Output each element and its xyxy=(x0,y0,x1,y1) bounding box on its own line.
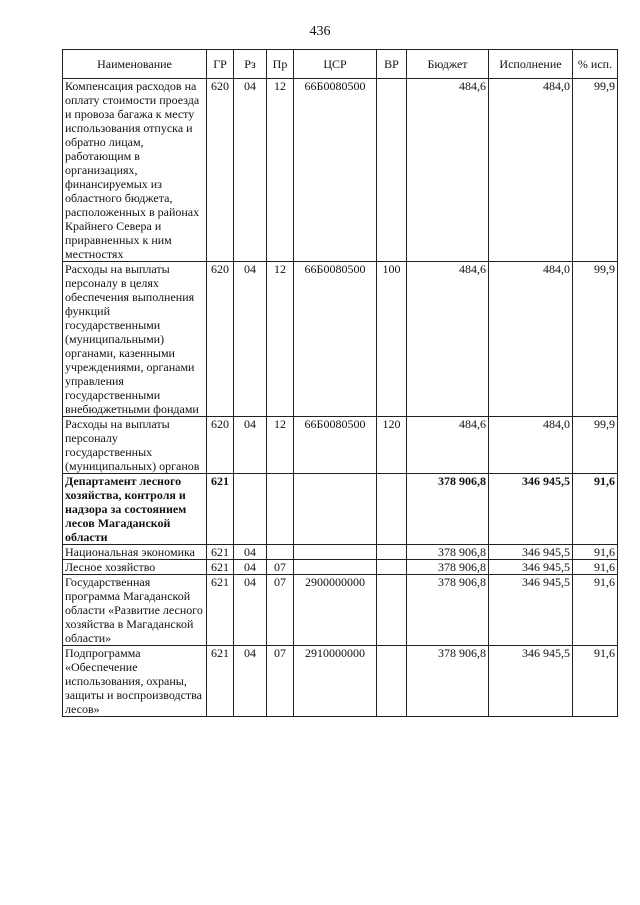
cell-csr: 2910000000 xyxy=(294,646,377,717)
header-vr: ВР xyxy=(377,50,407,79)
cell-csr: 2900000000 xyxy=(294,575,377,646)
header-pr: Пр xyxy=(267,50,294,79)
table-row xyxy=(63,79,618,262)
header-pct: % исп. xyxy=(573,50,618,79)
table-row xyxy=(63,474,618,545)
cell-budget: 484,6 xyxy=(407,262,489,417)
cell-pr: 07 xyxy=(267,646,294,717)
cell-rz xyxy=(234,474,267,545)
cell-vr: 100 xyxy=(377,262,407,417)
cell-pct: 91,6 xyxy=(573,646,618,717)
cell-pr: 12 xyxy=(267,417,294,474)
header-execution: Исполнение xyxy=(489,50,573,79)
cell-pct: 91,6 xyxy=(573,560,618,575)
cell-csr: 66Б0080500 xyxy=(294,417,377,474)
cell-execution: 346 945,5 xyxy=(489,474,573,545)
table-row xyxy=(63,545,618,560)
cell-rz: 04 xyxy=(234,575,267,646)
cell-vr xyxy=(377,575,407,646)
cell-vr xyxy=(377,79,407,262)
cell-pr: 12 xyxy=(267,262,294,417)
cell-rz: 04 xyxy=(234,417,267,474)
cell-rz: 04 xyxy=(234,545,267,560)
cell-budget: 378 906,8 xyxy=(407,545,489,560)
cell-pct: 99,9 xyxy=(573,417,618,474)
page-number: 436 xyxy=(309,24,331,39)
cell-gr: 621 xyxy=(207,575,234,646)
cell-pr: 07 xyxy=(267,575,294,646)
cell-gr: 621 xyxy=(207,474,234,545)
cell-csr xyxy=(294,474,377,545)
cell-budget: 484,6 xyxy=(407,417,489,474)
cell-rz: 04 xyxy=(234,262,267,417)
header-budget: Бюджет xyxy=(407,50,489,79)
cell-execution: 346 945,5 xyxy=(489,560,573,575)
cell-gr: 620 xyxy=(207,262,234,417)
cell-gr: 621 xyxy=(207,646,234,717)
header-gr: ГР xyxy=(207,50,234,79)
cell-rz: 04 xyxy=(234,560,267,575)
cell-vr xyxy=(377,560,407,575)
budget-table xyxy=(62,49,618,717)
cell-vr xyxy=(377,474,407,545)
cell-execution: 484,0 xyxy=(489,417,573,474)
table-row xyxy=(63,560,618,575)
cell-name: Компенсация расходов на оплату стоимости проезда и провоза багажа к месту использования отпуска и обратно лицам, работающим в организациях, финансируемых из областного бюджета, расположенных в районах Крайнего Севера и приравненных к ним местностях xyxy=(63,79,207,262)
table-row xyxy=(63,575,618,646)
table-header-row xyxy=(63,50,618,79)
cell-rz: 04 xyxy=(234,79,267,262)
cell-gr: 620 xyxy=(207,79,234,262)
table-body xyxy=(63,79,618,717)
header-rz: Рз xyxy=(234,50,267,79)
cell-csr: 66Б0080500 xyxy=(294,262,377,417)
cell-vr xyxy=(377,545,407,560)
cell-gr: 621 xyxy=(207,545,234,560)
cell-pct: 91,6 xyxy=(573,575,618,646)
cell-name: Государственная программа Магаданской области «Развитие лесного хозяйства в Магаданской области» xyxy=(63,575,207,646)
cell-budget: 378 906,8 xyxy=(407,474,489,545)
header-csr: ЦСР xyxy=(294,50,377,79)
cell-vr: 120 xyxy=(377,417,407,474)
cell-name: Департамент лесного хозяйства, контроля и надзора за состоянием лесов Магаданской области xyxy=(63,474,207,545)
cell-name: Подпрограмма «Обеспечение использования, охраны, защиты и воспроизводства лесов» xyxy=(63,646,207,717)
header-name: Наименование xyxy=(63,50,207,79)
cell-execution: 346 945,5 xyxy=(489,646,573,717)
cell-csr xyxy=(294,560,377,575)
cell-name: Расходы на выплаты персоналу в целях обеспечения выполнения функций государственными (муниципальными) органами, казенными учреждениями, органами управления государственными внебюджетными фондами xyxy=(63,262,207,417)
cell-name: Расходы на выплаты персоналу государственных (муниципальных) органов xyxy=(63,417,207,474)
table-row xyxy=(63,262,618,417)
cell-vr xyxy=(377,646,407,717)
cell-csr: 66Б0080500 xyxy=(294,79,377,262)
cell-pct: 99,9 xyxy=(573,79,618,262)
cell-pr xyxy=(267,545,294,560)
cell-budget: 378 906,8 xyxy=(407,646,489,717)
cell-execution: 484,0 xyxy=(489,79,573,262)
cell-execution: 484,0 xyxy=(489,262,573,417)
cell-pr xyxy=(267,474,294,545)
cell-budget: 378 906,8 xyxy=(407,575,489,646)
cell-gr: 621 xyxy=(207,560,234,575)
cell-pct: 99,9 xyxy=(573,262,618,417)
cell-pct: 91,6 xyxy=(573,474,618,545)
cell-pr: 12 xyxy=(267,79,294,262)
table-row xyxy=(63,417,618,474)
cell-execution: 346 945,5 xyxy=(489,575,573,646)
cell-pr: 07 xyxy=(267,560,294,575)
cell-name: Лесное хозяйство xyxy=(63,560,207,575)
cell-budget: 378 906,8 xyxy=(407,560,489,575)
cell-csr xyxy=(294,545,377,560)
cell-rz: 04 xyxy=(234,646,267,717)
cell-budget: 484,6 xyxy=(407,79,489,262)
cell-gr: 620 xyxy=(207,417,234,474)
table-row xyxy=(63,646,618,717)
cell-pct: 91,6 xyxy=(573,545,618,560)
cell-name: Национальная экономика xyxy=(63,545,207,560)
cell-execution: 346 945,5 xyxy=(489,545,573,560)
